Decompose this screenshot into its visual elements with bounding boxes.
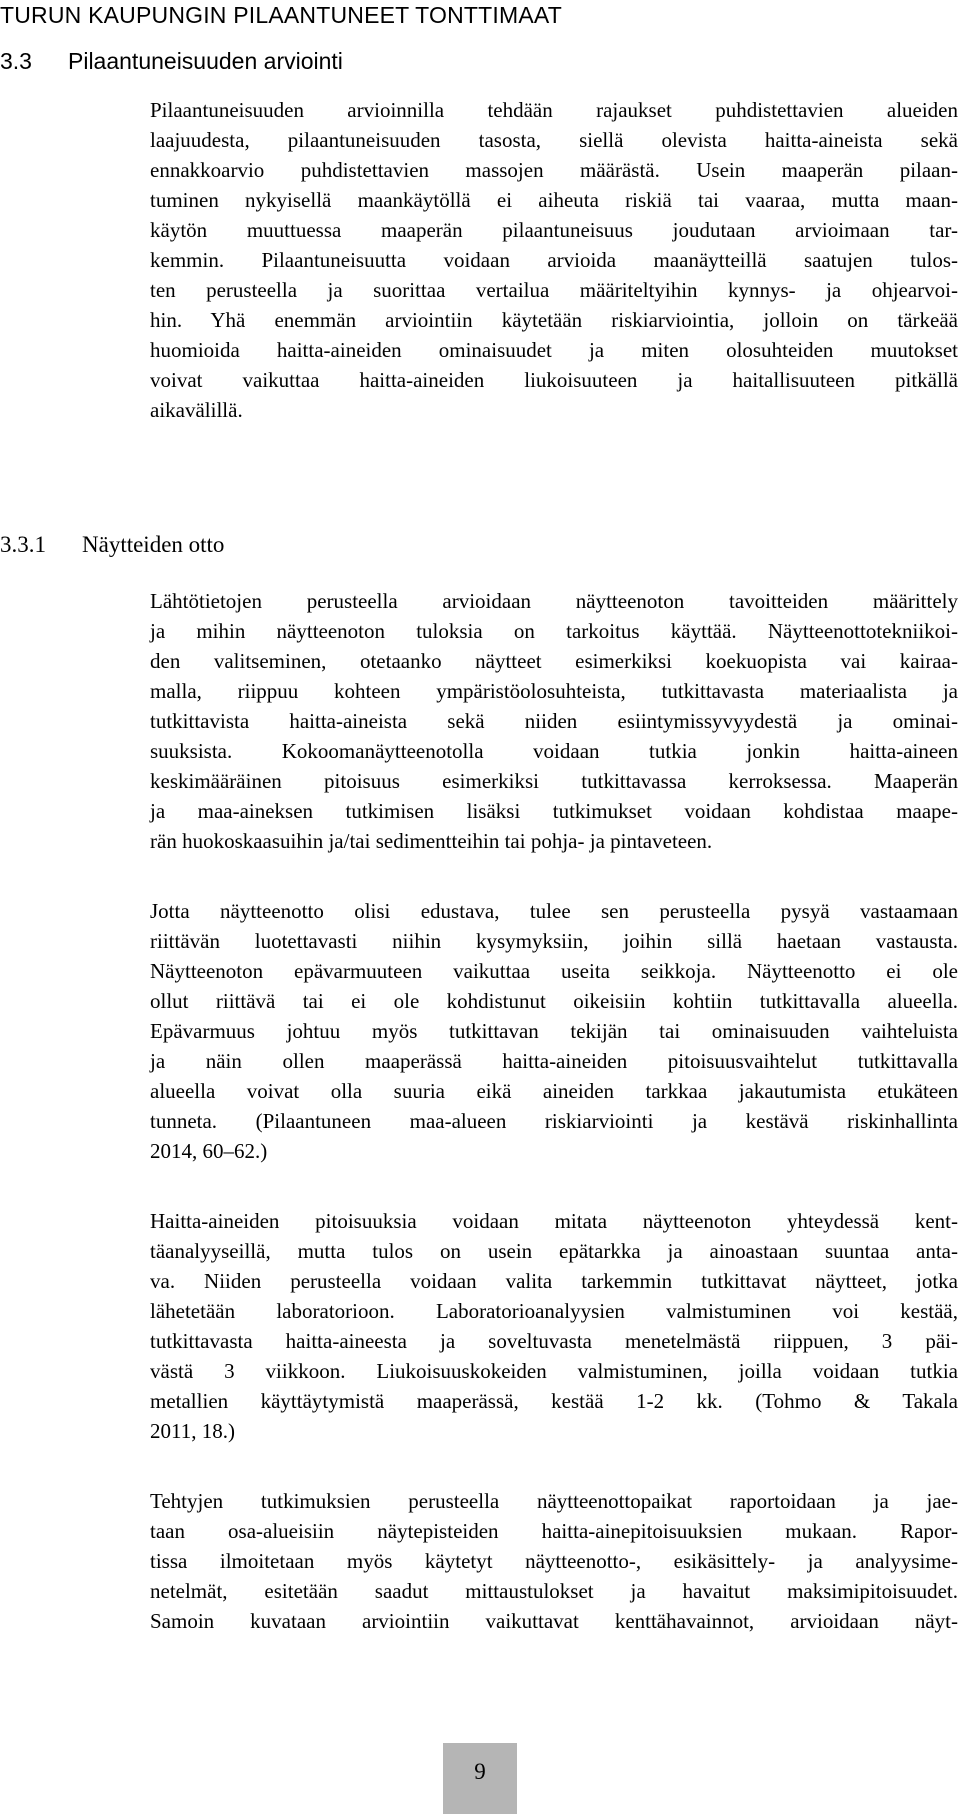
section-number: 3.3 (0, 48, 32, 74)
text-line: täanalyyseillä, mutta tulos on usein epätarkka ja ainoastaan suuntaa anta- (150, 1239, 958, 1263)
paragraph-kenttaanalyysit (150, 1206, 958, 1446)
text-line: Epävarmuus johtuu myös tutkittavan tekijän tai ominaisuuden vaihteluista (150, 1019, 958, 1043)
text-line: hin. Yhä enemmän arviointiin käytetään riskiarviointia, jolloin on tärkeää (150, 308, 958, 332)
text-line: Pilaantuneisuuden arvioinnilla tehdään rajaukset puhdistettavien alueiden (150, 98, 958, 122)
page-number: 9 (474, 1759, 486, 1784)
text-line: taan osa-alueisiin näytepisteiden haitta-ainepitoisuuksien mukaan. Rapor- (150, 1519, 958, 1543)
text-line: keskimääräinen pitoisuus esimerkiksi tutkittavassa kerroksessa. Maaperän (150, 769, 958, 793)
text-line: laajuudesta, pilaantuneisuuden tasosta, siellä olevista haitta-aineista sekä (150, 128, 958, 152)
text-line: metallien käyttäytymistä maaperässä, kestää 1-2 kk. (Tohmo & Takala (150, 1389, 958, 1413)
page-number-box (443, 1743, 517, 1814)
subsection-number: 3.3.1 (0, 532, 46, 557)
text-line: tutkittavasta haitta-aineesta ja soveltuvasta menetelmästä riippuen, 3 päi- (150, 1329, 958, 1353)
text-line: käytön muuttuessa maaperän pilaantuneisuus joudutaan arvioimaan tar- (150, 218, 958, 242)
section-heading (0, 46, 343, 76)
text-line: Jotta näytteenotto olisi edustava, tulee sen perusteella pysyä vastaamaan (150, 899, 958, 923)
text-line: aikavälillä. (150, 398, 243, 422)
paragraph-pilaantuneisuuden-arviointi (150, 95, 958, 425)
text-line: tutkittavista haitta-aineista sekä niiden esiintymissyvyydestä ja ominai- (150, 709, 958, 733)
text-line: rän huokoskaasuihin ja/tai sedimentteihin tai pohja- ja pintaveteen. (150, 829, 713, 853)
text-line: alueella voivat olla suuria eikä aineiden tarkkaa jakautumista etukäteen (150, 1079, 958, 1103)
running-header: TURUN KAUPUNGIN PILAANTUNEET TONTTIMAAT (0, 2, 562, 28)
text-line: malla, riippuu kohteen ympäristöolosuhteista, tutkittavasta materiaalista ja (150, 679, 958, 703)
text-line: ja maa-aineksen tutkimisen lisäksi tutkimukset voidaan kohdistaa maape- (150, 799, 958, 823)
text-line: ja näin ollen maaperässä haitta-aineiden pitoisuusvaihtelut tutkittavalla (150, 1049, 958, 1073)
text-line: ja mihin näytteenoton tuloksia on tarkoitus käyttää. Näytteenottotekniikoi- (150, 619, 958, 643)
text-line: tuminen nykyisellä maankäytöllä ei aiheuta riskiä tai vaaraa, mutta maan- (150, 188, 958, 212)
text-line: huomioida haitta-aineiden ominaisuudet ja miten olosuhteiden muutokset (150, 338, 958, 362)
text-line: suuksista. Kokoomanäytteenotolla voidaan tutkia jonkin haitta-aineen (150, 739, 958, 763)
text-line: tunneta. (Pilaantuneen maa-alueen riskiarviointi ja kestävä riskinhallinta (150, 1109, 958, 1133)
text-line: netelmät, esitetään saadut mittaustulokset ja havaitut maksimipitoisuudet. (150, 1579, 958, 1603)
text-line: den valitseminen, otetaanko näytteet esimerkiksi koekuopista vai kairaa- (150, 649, 958, 673)
text-line: ten perusteella ja suorittaa vertailua määriteltyihin kynnys- ja ohjearvoi- (150, 278, 958, 302)
text-line: Näytteenoton epävarmuuteen vaikuttaa useita seikkoja. Näytteenotto ei ole (150, 959, 958, 983)
text-line: västä 3 viikkoon. Liukoisuuskokeiden valmistuminen, joilla voidaan tutkia (150, 1359, 958, 1383)
paragraph-raportointi (150, 1486, 958, 1636)
subsection-heading (0, 530, 224, 560)
subsection-title: Näytteiden otto (82, 532, 225, 557)
text-line: tissa ilmoitetaan myös käytetyt näytteenotto-, esikäsittely- ja analyysime- (150, 1549, 958, 1573)
text-line: voivat vaikuttaa haitta-aineiden liukoisuuteen ja haitallisuuteen pitkällä (150, 368, 958, 392)
text-line: 2014, 60–62.) (150, 1139, 268, 1163)
paragraph-lahtotiedot (150, 586, 958, 856)
text-line: va. Niiden perusteella voidaan valita tarkemmin tutkittavat näytteet, jotka (150, 1269, 958, 1293)
text-line: ollut riittävä tai ei ole kohdistunut oikeisiin kohtiin tutkittavalla alueella. (150, 989, 958, 1013)
text-line: riittävän luotettavasti niihin kysymyksiin, joihin sillä haetaan vastausta. (150, 929, 958, 953)
text-line: Lähtötietojen perusteella arvioidaan näytteenoton tavoitteiden määrittely (150, 589, 958, 613)
text-line: Samoin kuvataan arviointiin vaikuttavat kenttähavainnot, arvioidaan näyt- (150, 1609, 958, 1633)
text-line: 2011, 18.) (150, 1419, 235, 1443)
text-line: Haitta-aineiden pitoisuuksia voidaan mitata näytteenoton yhteydessä kent- (150, 1209, 958, 1233)
text-line: Tehtyjen tutkimuksien perusteella näytteenottopaikat raportoidaan ja jae- (150, 1489, 958, 1513)
text-line: kemmin. Pilaantuneisuutta voidaan arvioida maanäytteillä saatujen tulos- (150, 248, 958, 272)
section-title: Pilaantuneisuuden arviointi (68, 48, 343, 74)
paragraph-edustava-naytteenotto (150, 896, 958, 1166)
text-line: lähetetään laboratorioon. Laboratorioanalyysien valmistuminen voi kestää, (150, 1299, 958, 1323)
text-line: ennakkoarvio puhdistettavien massojen määrästä. Usein maaperän pilaan- (150, 158, 958, 182)
